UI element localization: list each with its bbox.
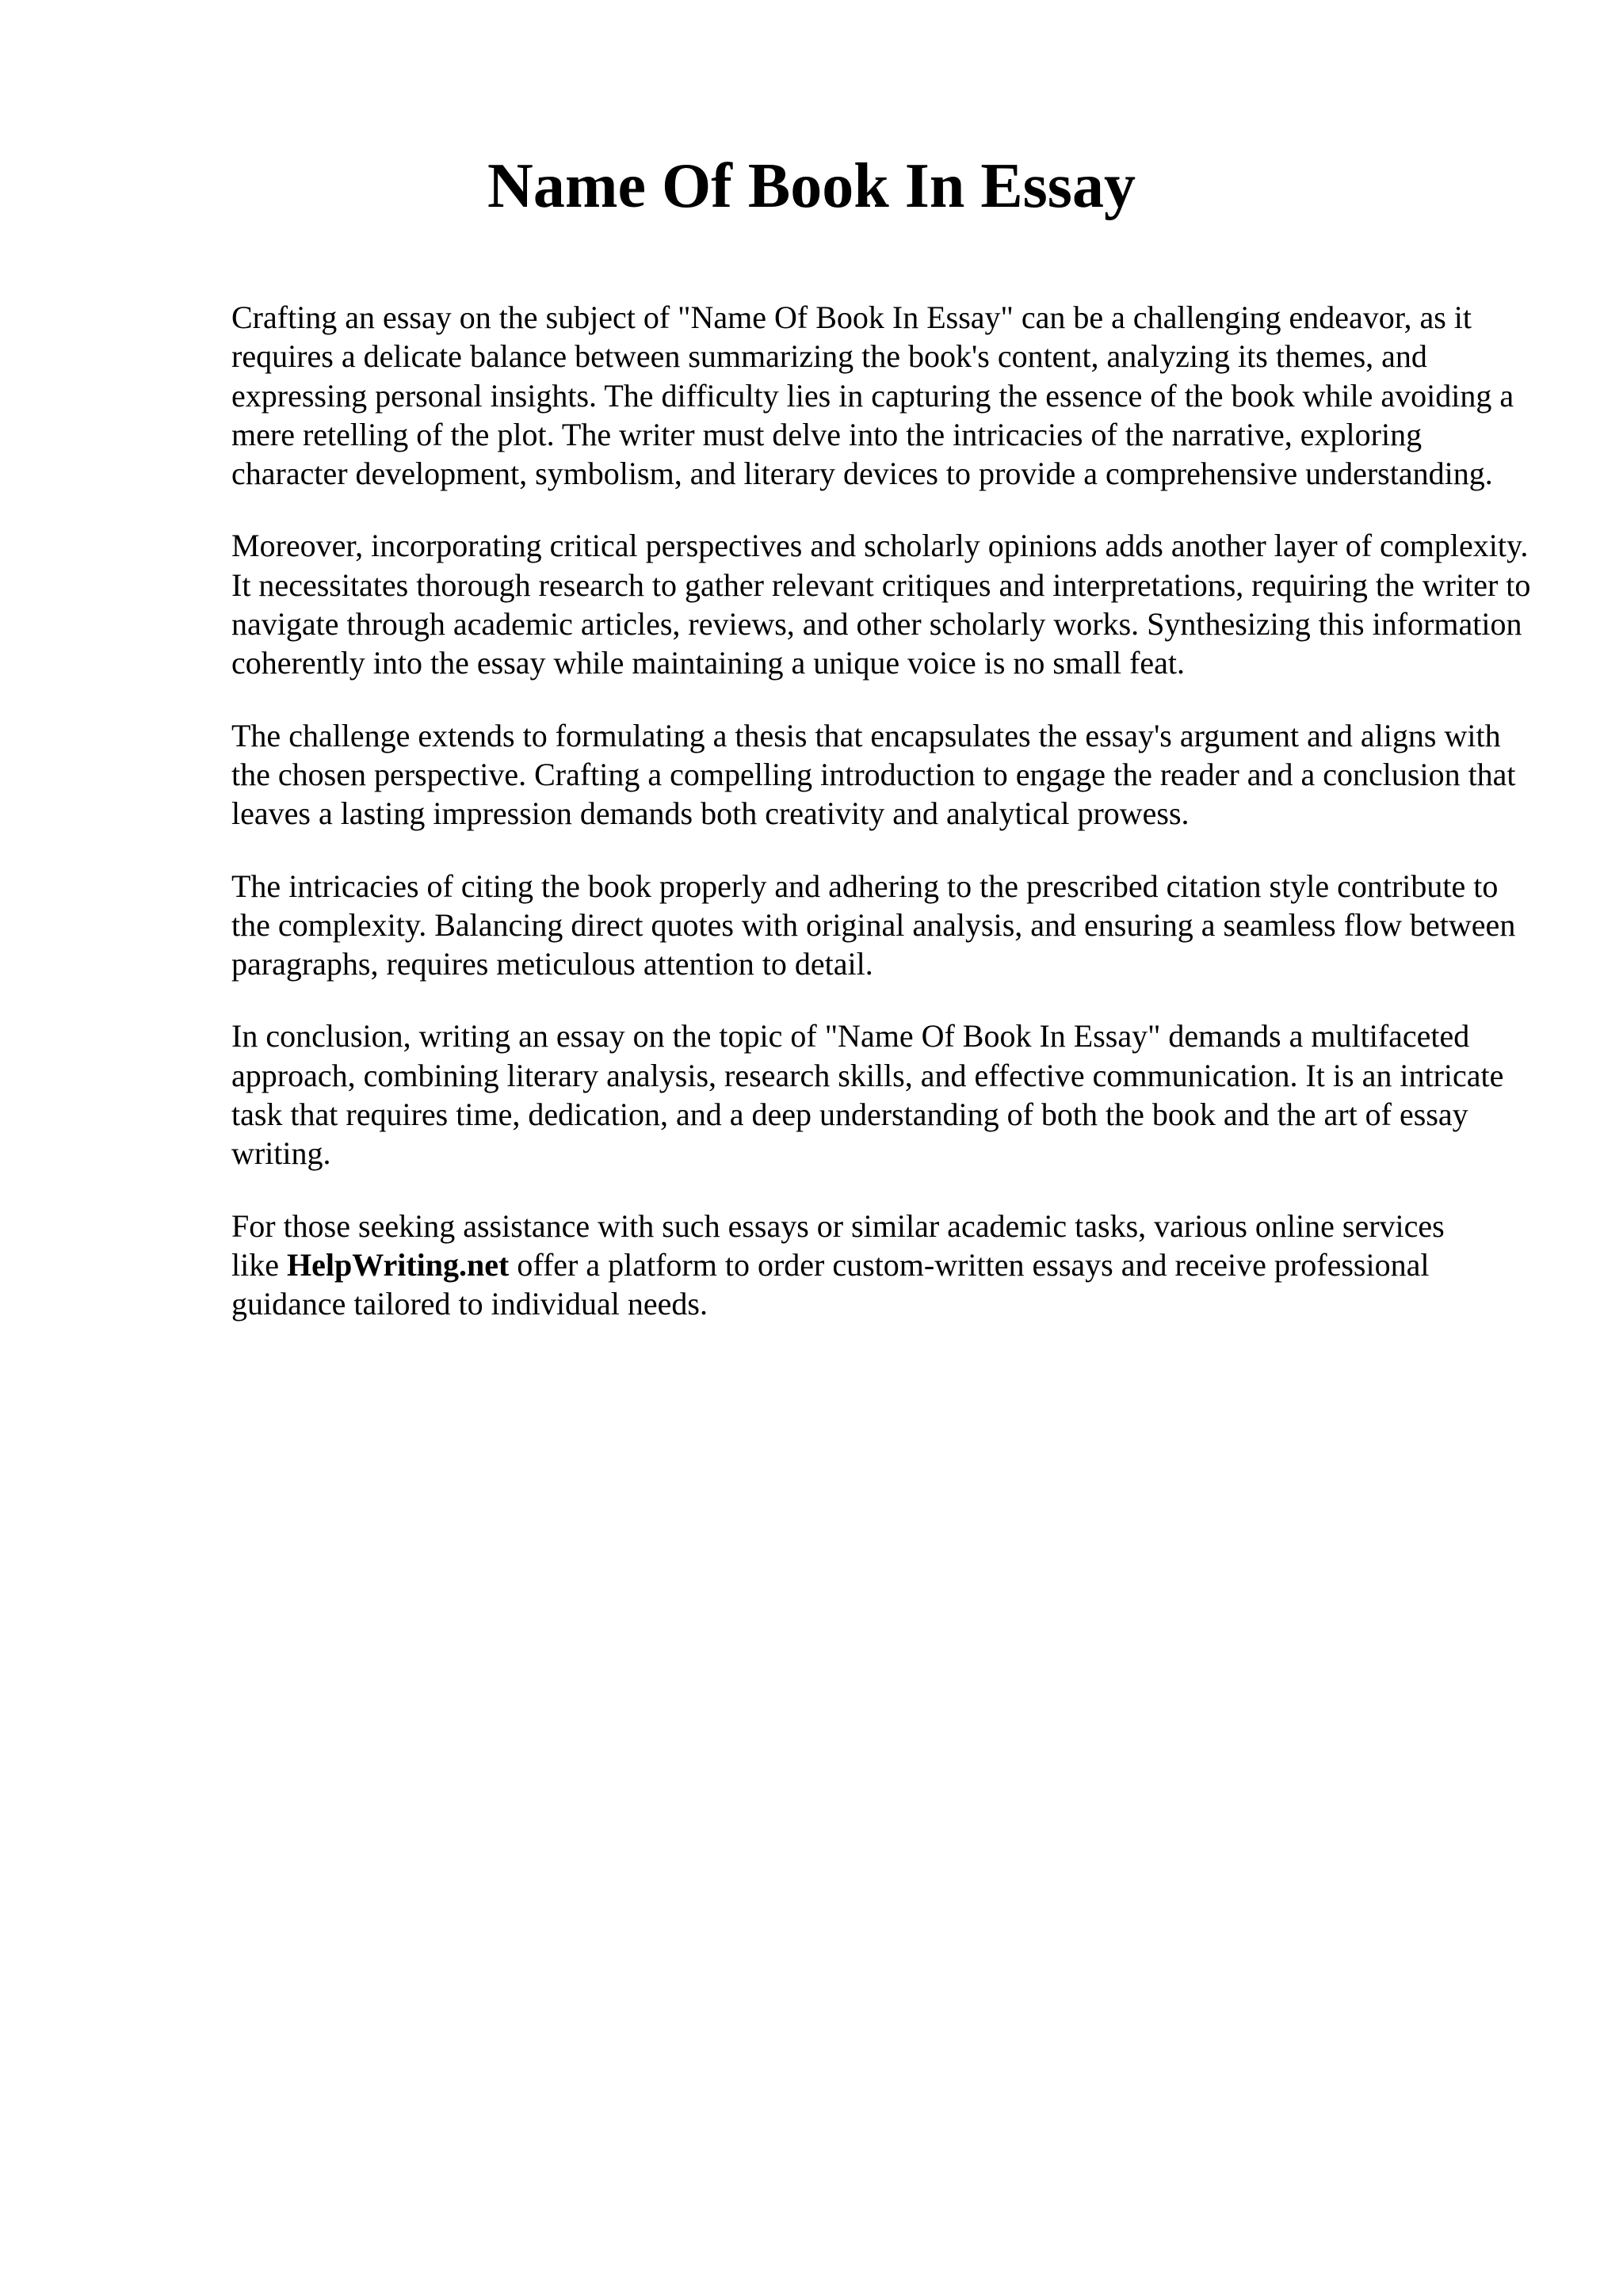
assistance-text-after: offer a platform to order custom-written essays and receive professional guidance tailored to individual needs. xyxy=(231,1246,1430,1322)
helpwriting-link[interactable]: HelpWriting.net xyxy=(286,1246,510,1283)
page-title: Name Of Book In Essay xyxy=(487,151,1136,221)
paragraph-citation: The intricacies of citing the book properly and adhering to the prescribed citation style contribute to the complexity. Balancing direct quotes with original analysis, and ensuring a seamless flow between paragraphs, requires meticulous attention to detail. xyxy=(231,868,1516,982)
paragraph-intro: Crafting an essay on the subject of "Name Of Book In Essay" can be a challenging endeavor, as it requires a delicate balance between summarizing the book's content, analyzing its themes, and expressing personal insights. The difficulty lies in capturing the essence of the book while avoiding a mere retelling of the plot. The writer must delve into the intricacies of the narrative, exploring character development, symbolism, and literary devices to provide a comprehensive understanding. xyxy=(231,299,1514,492)
paragraph-thesis-challenge: The challenge extends to formulating a thesis that encapsulates the essay's argument and aligns with the chosen perspective. Crafting a compelling introduction to engage the reader and a conclusion that leaves a lasting impression demands both creativity and analytical prowess. xyxy=(231,717,1516,832)
essay-body xyxy=(231,298,1531,1324)
paragraph-assistance xyxy=(231,1207,1531,1324)
paragraph-critical-perspectives: Moreover, incorporating critical perspectives and scholarly opinions adds another layer of complexity. It necessitates thorough research to gather relevant critiques and interpretations, requiring the writer to navigate through academic articles, reviews, and other scholarly works. Synthesizing this information coherently into the essay while maintaining a unique voice is no small feat. xyxy=(231,528,1531,681)
paragraph-conclusion: In conclusion, writing an essay on the topic of "Name Of Book In Essay" demands a multifaceted approach, combining literary analysis, research skills, and effective communication. It is an intricate task that requires time, dedication, and a deep understanding of both the book and the art of essay writing. xyxy=(231,1018,1504,1172)
assistance-text-before: For those seeking assistance with such essays or similar academic tasks, various online services like xyxy=(231,1207,1445,1283)
